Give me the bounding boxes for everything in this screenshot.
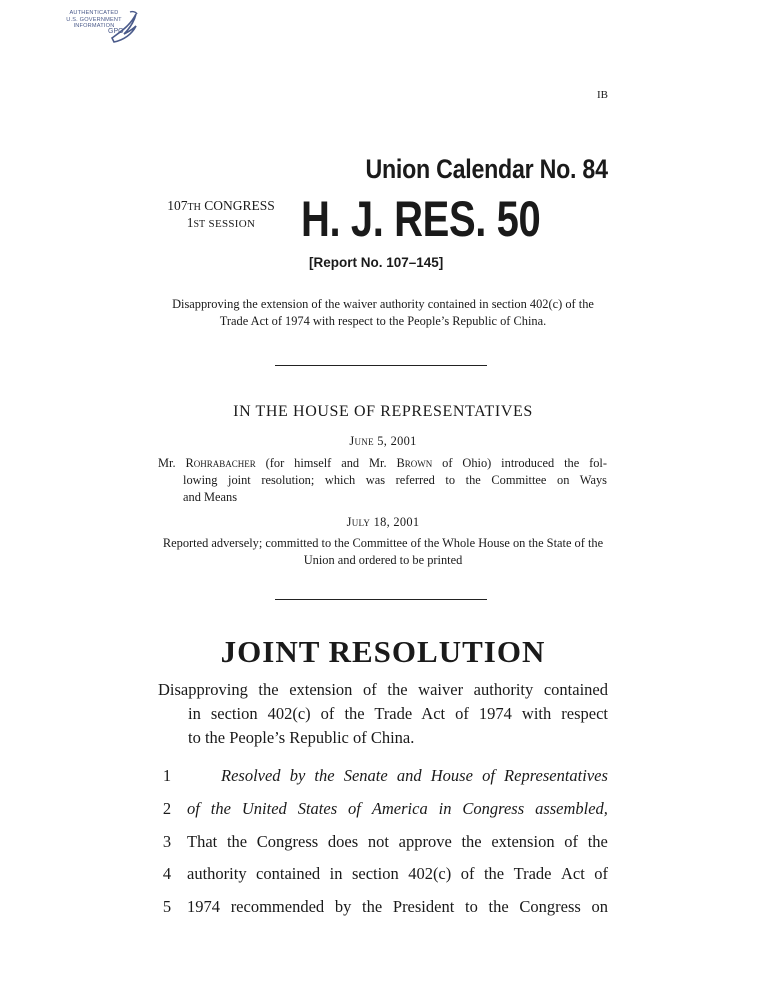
line-word: contained [256,864,321,883]
line-number: 2 [162,799,172,818]
line-word: Congress [519,897,581,916]
cosponsor-name: Brown [396,456,433,470]
line-word: the [226,832,248,851]
action-date-2-text: July 18, 2001 [346,515,420,529]
introduction-line-2: lowing joint resolution; which was referred to the Committee on Ways [183,473,607,487]
line-word: in [438,799,452,818]
line-word: That [187,832,218,851]
line-text [187,832,608,852]
line-word: 1974 [187,897,220,916]
numbered-line [158,766,608,788]
line-word: of [564,832,579,851]
seal-text-line-1: AUTHENTICATED [69,10,119,16]
bill-identifier: H. J. RES. 50 [301,191,541,247]
session-line [157,215,285,232]
congress-session-block [157,198,285,232]
line-number: 1 [162,766,172,785]
resolution-purpose [158,678,608,750]
session-number: 1 [186,215,194,230]
line-word: States [297,799,338,818]
session-suffix: ST [193,219,206,230]
line-word: the [210,799,231,818]
line-word: of [482,766,495,785]
line-word: the [483,864,505,883]
line-word: House [430,766,473,785]
line-word: of [187,799,200,818]
line-word: and [396,766,422,785]
line-word: recommended [230,897,325,916]
sponsor-name: Rohrabacher [185,456,256,470]
line-word: Trade [513,864,552,883]
eagle-icon [106,8,142,46]
line-text [221,766,608,786]
intro-prefix: Mr. [158,456,186,470]
union-calendar-number: Union Calendar No. 84 [365,154,608,184]
line-word: to [465,897,478,916]
line-word: by [289,766,306,785]
seal-agency: GPO [108,28,124,35]
line-word: the [362,897,383,916]
action-date-2 [158,515,608,530]
action-date-1 [158,434,608,449]
line-word: does [327,832,359,851]
line-word: Representatives [504,766,608,785]
session-word: SESSION [208,218,256,230]
congress-line [157,198,285,215]
line-word: on [591,897,608,916]
action-date-1-text: June 5, 2001 [349,434,417,448]
line-number: 3 [162,832,172,851]
print-code: IB [597,89,608,101]
line-word: approve [398,832,452,851]
line-number: 5 [162,897,172,916]
reported-action: Reported adversely; committed to the Committee of the Whole House on the State of the Union and ordered to be printed [162,536,604,567]
chamber-header: IN THE HOUSE OF REPRESENTATIVES [233,403,533,420]
line-word: section [351,864,399,883]
line-word: Congress [256,832,319,851]
congress-word: CONGRESS [204,198,275,213]
purpose-line-1: Disapproving the extension of the waiver authority contained [158,680,608,699]
numbered-line [158,897,608,919]
introduction-line-3: and Means [183,490,238,504]
line-text [187,799,608,819]
line-number: 4 [162,864,172,883]
line-word: in [329,864,343,883]
line-word: Resolved [221,766,281,785]
divider-bottom [275,599,487,600]
line-word: the [314,766,335,785]
purpose-line-3: to the People’s Republic of China. [188,728,415,747]
line-word: assembled, [535,799,608,818]
line-word: the [488,897,509,916]
line-word: United [241,799,287,818]
intro-suffix: of Ohio) introduced the fol- [432,456,608,470]
line-text [187,897,608,917]
gpo-authentication-seal [62,6,146,46]
line-word: of [594,864,608,883]
intro-middle: (for himself and Mr. [255,456,397,470]
seal-text-line-2: U.S. GOVERNMENT [66,16,122,23]
numbered-line [158,864,608,886]
introduction-action [158,455,607,506]
introduction-line-1 [158,455,607,472]
line-word: President [392,897,455,916]
line-word: of [460,864,475,883]
document-title: JOINT RESOLUTION [220,634,546,669]
congress-number-suffix: TH [187,202,201,213]
line-word: authority [187,864,247,883]
line-word: the [461,832,482,851]
line-word: Senate [343,766,388,785]
line-word: America [371,799,428,818]
numbered-line [158,799,608,821]
congress-number: 107 [167,198,188,213]
line-word: Act [560,864,585,883]
purpose-line-2: in section 402(c) of the Trade Act of 1974 with respect [188,704,608,723]
line-word: Congress [462,799,525,818]
numbered-line [158,832,608,854]
line-word: extension [491,832,555,851]
seal-text-line-3: INFORMATION [73,23,115,29]
line-word: by [334,897,352,916]
line-word: not [367,832,389,851]
line-word: the [587,832,608,851]
divider-top [275,365,487,366]
line-word: 402(c) [408,864,452,883]
line-text [187,864,608,884]
report-number: [Report No. 107–145] [309,255,444,270]
line-word: of [348,799,361,818]
bill-summary: Disapproving the extension of the waiver authority contained in section 402(c) of the Trade Act of 1974 with respect to the People’s Republic of China. [172,297,594,328]
